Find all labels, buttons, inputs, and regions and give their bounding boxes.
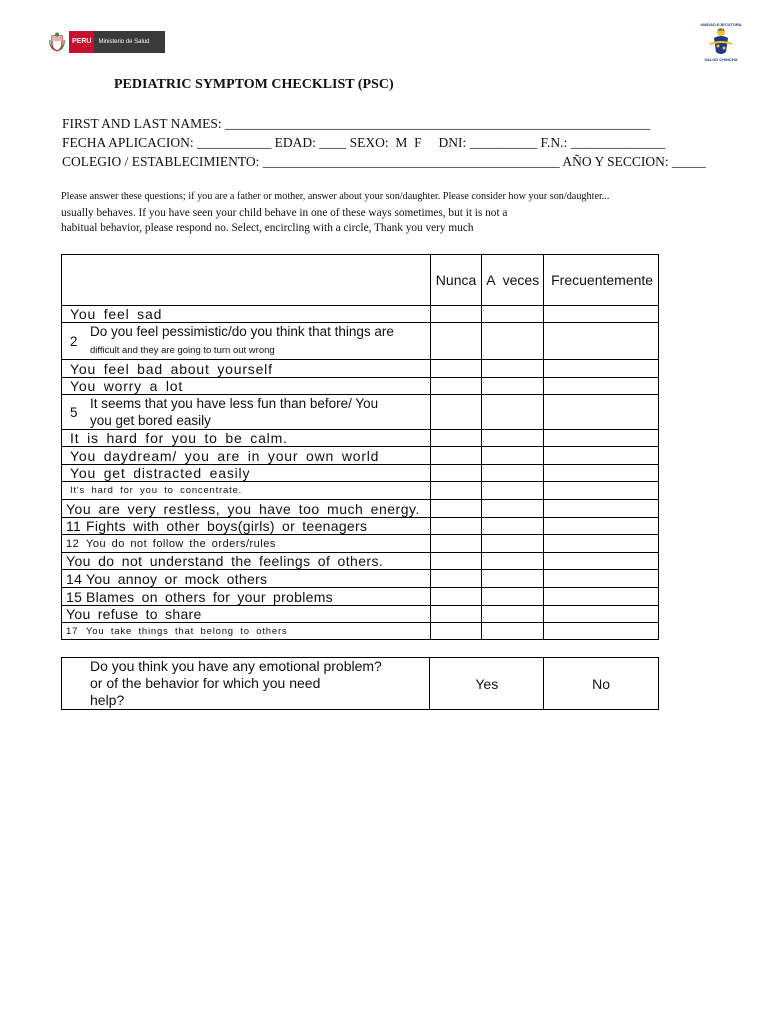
question-text: You do not understand the feelings of others.: [66, 553, 384, 569]
question-text: Do you feel pessimistic/do you think that things are: [90, 324, 394, 339]
application-details-field[interactable]: FECHA APLICACION: ___________ EDAD: ____ SEXO: M F DNI: __________ F.N.: ______________: [62, 135, 666, 150]
a-veces-option-cell[interactable]: [482, 430, 544, 447]
question-cell: [62, 500, 431, 518]
table-row: [62, 588, 659, 606]
nunca-option-cell[interactable]: [430, 500, 482, 518]
question-number: 11: [66, 518, 82, 534]
question-cell: [62, 323, 431, 360]
help-question-cell: [62, 658, 430, 710]
help-question-row: [62, 658, 659, 710]
names-field[interactable]: FIRST AND LAST NAMES: _______________________________________________________________: [62, 116, 651, 131]
question-number: 12: [66, 537, 80, 550]
table-row: [62, 465, 659, 482]
a-veces-option-cell[interactable]: [482, 535, 544, 553]
header-nunca: Nunca: [430, 255, 482, 306]
a-veces-option-cell[interactable]: [482, 588, 544, 606]
table-row: [62, 623, 659, 640]
peru-coat-of-arms-icon: [49, 32, 65, 52]
nunca-option-cell[interactable]: [430, 482, 482, 500]
question-text: You worry a lot: [70, 378, 184, 394]
table-row: [62, 395, 659, 430]
question-text: You feel bad about yourself: [70, 360, 273, 377]
question-cell: [62, 535, 431, 553]
frecuentemente-option-cell[interactable]: [544, 588, 659, 606]
question-text: difficult and they are going to turn out wrong: [90, 345, 275, 356]
a-veces-option-cell[interactable]: [482, 395, 544, 430]
nunca-option-cell[interactable]: [430, 430, 482, 447]
a-veces-option-cell[interactable]: [482, 482, 544, 500]
question-cell: [62, 606, 431, 623]
a-veces-option-cell[interactable]: [482, 606, 544, 623]
question-cell: [62, 588, 431, 606]
nunca-option-cell[interactable]: [430, 588, 482, 606]
table-row: [62, 553, 659, 570]
table-header-row: [62, 255, 659, 306]
a-veces-option-cell[interactable]: [482, 360, 544, 378]
nunca-option-cell[interactable]: [430, 518, 482, 535]
nunca-option-cell[interactable]: [430, 395, 482, 430]
question-number: 2: [70, 333, 78, 349]
nunca-option-cell[interactable]: [430, 447, 482, 465]
frecuentemente-option-cell[interactable]: [544, 465, 659, 482]
question-cell: [62, 430, 431, 447]
frecuentemente-option-cell[interactable]: [544, 323, 659, 360]
peru-label: PERU: [69, 31, 94, 53]
header-a-veces: A veces: [482, 255, 544, 306]
nunca-option-cell[interactable]: [430, 378, 482, 395]
question-cell: [62, 482, 431, 500]
frecuentemente-option-cell[interactable]: [544, 535, 659, 553]
question-text: You do not follow the orders/rules: [86, 537, 276, 550]
question-cell: [62, 360, 431, 378]
frecuentemente-option-cell[interactable]: [544, 482, 659, 500]
a-veces-option-cell[interactable]: [482, 323, 544, 360]
question-cell: [62, 306, 431, 323]
frecuentemente-option-cell[interactable]: [544, 553, 659, 570]
nunca-option-cell[interactable]: [430, 623, 482, 640]
question-text: It is hard for you to be calm.: [70, 430, 288, 446]
help-question-text: Do you think you have any emotional problem?: [90, 658, 382, 674]
frecuentemente-option-cell[interactable]: [544, 570, 659, 588]
a-veces-option-cell[interactable]: [482, 570, 544, 588]
table-row: [62, 606, 659, 623]
table-row: [62, 518, 659, 535]
question-number: 5: [70, 404, 78, 420]
instruction-line: usually behaves. If you have seen your child behave in one of these ways sometimes, but it is not a: [61, 207, 508, 219]
question-cell: [62, 378, 431, 395]
table-row: [62, 447, 659, 465]
nunca-option-cell[interactable]: [430, 306, 482, 323]
instruction-line: Please answer these questions; if you are a father or mother, answer about your son/daughter. Please consider how your son/daughter...: [61, 191, 610, 202]
frecuentemente-option-cell[interactable]: [544, 518, 659, 535]
question-text: Blames on others for your problems: [86, 588, 333, 605]
nunca-option-cell[interactable]: [430, 323, 482, 360]
question-text: You refuse to share: [66, 606, 202, 622]
instruction-line: habitual behavior, please respond no. Select, encircling with a circle, Thank you very much: [61, 222, 474, 234]
a-veces-option-cell[interactable]: [482, 553, 544, 570]
a-veces-option-cell[interactable]: [482, 306, 544, 323]
a-veces-option-cell[interactable]: [482, 378, 544, 395]
frecuentemente-option-cell[interactable]: [544, 378, 659, 395]
document-title: PEDIATRIC SYMPTOM CHECKLIST (PSC): [114, 77, 394, 92]
table-row: [62, 306, 659, 323]
table-row: [62, 570, 659, 588]
frecuentemente-option-cell[interactable]: [544, 500, 659, 518]
question-cell: [62, 447, 431, 465]
question-text: You take things that belong to others: [86, 625, 288, 637]
question-text: You feel sad: [70, 306, 163, 322]
help-question-text: help?: [90, 692, 125, 708]
question-cell: [62, 465, 431, 482]
frecuentemente-option-cell[interactable]: [544, 623, 659, 640]
a-veces-option-cell[interactable]: [482, 465, 544, 482]
question-cell: [62, 395, 431, 430]
symptom-checklist-table: [61, 254, 659, 640]
a-veces-option-cell[interactable]: [482, 500, 544, 518]
table-row: [62, 323, 659, 360]
question-text: Fights with other boys(girls) or teenagers: [86, 518, 368, 534]
table-row: [62, 500, 659, 518]
help-question-table: [61, 657, 659, 710]
question-text: You annoy or mock others: [86, 570, 268, 587]
question-cell: [62, 570, 431, 588]
nunca-option-cell[interactable]: [430, 465, 482, 482]
a-veces-option-cell[interactable]: [482, 623, 544, 640]
nunca-option-cell[interactable]: [430, 570, 482, 588]
yes-option[interactable]: Yes: [430, 658, 544, 710]
help-question-text: or of the behavior for which you need: [90, 675, 321, 691]
frecuentemente-option-cell[interactable]: [544, 360, 659, 378]
school-field[interactable]: COLEGIO / ESTABLECIMIENTO: ____________________________________________ AÑO Y SECCION: _____: [62, 154, 706, 169]
nunca-option-cell[interactable]: [430, 606, 482, 623]
question-text: You daydream/ you are in your own world: [70, 447, 380, 464]
question-text: You get distracted easily: [70, 465, 251, 481]
header-frecuentemente: Frecuentemente: [544, 255, 659, 306]
question-text: It's hard for you to concentrate.: [70, 485, 243, 496]
question-cell: [62, 518, 431, 535]
question-text: It seems that you have less fun than before/ You: [90, 396, 379, 411]
table-row: [62, 360, 659, 378]
logo-top-text: UNIDAD EJECUTORA 401: [700, 22, 742, 32]
frecuentemente-option-cell[interactable]: [544, 606, 659, 623]
a-veces-option-cell[interactable]: [482, 518, 544, 535]
minsa-logo: [49, 31, 165, 53]
table-row: [62, 535, 659, 553]
table-row: [62, 430, 659, 447]
question-cell: [62, 553, 431, 570]
a-veces-option-cell[interactable]: [482, 447, 544, 465]
frecuentemente-option-cell[interactable]: [544, 306, 659, 323]
question-number: 15: [66, 588, 83, 605]
frecuentemente-option-cell[interactable]: [544, 395, 659, 430]
table-row: [62, 482, 659, 500]
question-text: You are very restless, you have too much energy.: [66, 500, 420, 517]
table-row: [62, 378, 659, 395]
question-cell: [62, 623, 431, 640]
question-number: 14: [66, 570, 83, 587]
question-text: you get bored easily: [90, 413, 211, 428]
ministry-label: Ministerio de Salud: [94, 31, 165, 53]
nunca-option-cell[interactable]: [430, 535, 482, 553]
nunca-option-cell[interactable]: [430, 360, 482, 378]
header-question-cell: [62, 255, 431, 306]
frecuentemente-option-cell[interactable]: [544, 447, 659, 465]
question-number: 17: [66, 625, 79, 637]
nunca-option-cell[interactable]: [430, 553, 482, 570]
salud-chincha-logo: [700, 22, 742, 64]
frecuentemente-option-cell[interactable]: [544, 430, 659, 447]
logo-bottom-text: SALUD CHINCHA: [704, 57, 738, 62]
no-option[interactable]: No: [544, 658, 659, 710]
